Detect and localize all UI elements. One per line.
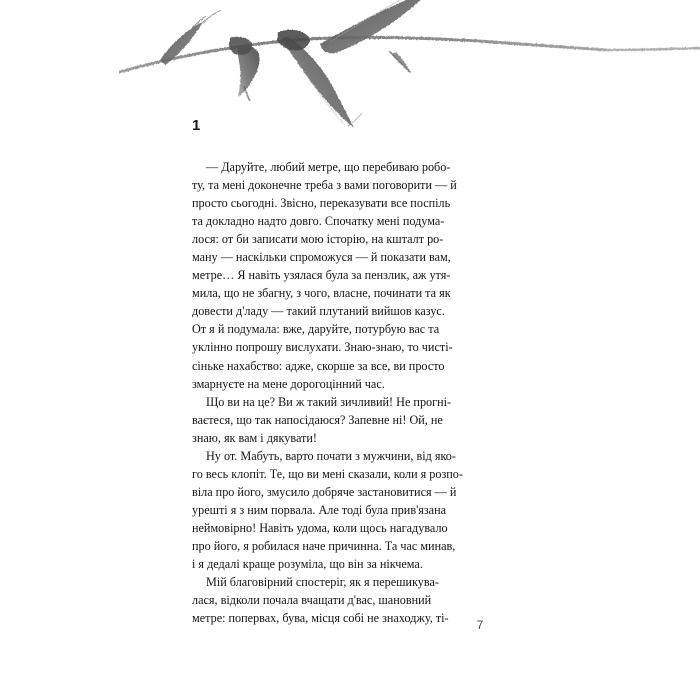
text-line: мила, що не збагну, з чого, власне, починати та як bbox=[192, 286, 451, 301]
text-line: От я й подумала: вже, даруйте, потурбую вас та bbox=[192, 322, 440, 337]
text-line: довести д'ладу — такий плутаний вийшов казус. bbox=[192, 304, 445, 319]
text-line: віла про його, змусило добряче застановитися — й bbox=[192, 484, 457, 499]
text-line: метре: попервах, бува, місця собі не знаходжу, ті- bbox=[192, 611, 449, 626]
text-line: просто сьогодні. Звісно, переказувати все поспіль bbox=[192, 196, 451, 211]
bamboo-branch-illustration bbox=[0, 0, 700, 130]
chapter-number: 1 bbox=[192, 117, 201, 134]
text-line: знаю, як вам і дякувати! bbox=[192, 430, 317, 445]
text-line: лася, відколи почала вчащати д'вас, шановний bbox=[192, 593, 432, 608]
text-line: го весь клопіт. Те, що ви мені сказали, коли я розпо- bbox=[192, 466, 463, 481]
page-folio bbox=[0, 618, 700, 632]
text-line: метре… Я навіть узялася була за пензлик, аж утя- bbox=[192, 268, 451, 283]
page-number: 7 bbox=[476, 618, 484, 632]
text-line: ману — наскільки спроможуся — й показати вам, bbox=[192, 250, 451, 265]
text-line: змарнуєте на мене дорогоцінний час. bbox=[192, 376, 385, 391]
text-line: неймовірно! Навіть удома, коли щось нагадувало bbox=[192, 520, 448, 535]
text-line: ваєтеся, що так напосідаюся? Запевне ні! Ой, не bbox=[192, 412, 443, 427]
text-line: лося: от би записати мою історію, на кшталт ро- bbox=[192, 232, 444, 247]
text-line: Що ви на це? Ви ж такий зичливий! Не прогні- bbox=[206, 394, 452, 409]
text-line: ту, та мені доконечне треба з вами поговорити — й bbox=[192, 178, 457, 193]
paragraph-1 bbox=[192, 158, 488, 393]
text-line: та докладно надто довго. Спочатку мені подума- bbox=[192, 214, 445, 229]
text-line: сіньке нахабство: адже, скорше за все, ви просто bbox=[192, 358, 445, 373]
text-line: про його, я робилася наче причинна. Та час минав, bbox=[192, 538, 456, 553]
text-line: уклінно попрошу вислухати. Знаю-знаю, то чисті- bbox=[192, 340, 453, 355]
text-line: Мій благовірний спостеріг, як я перешикува- bbox=[206, 575, 439, 590]
text-line: урешті я з ним порвала. Але тоді була прив'язана bbox=[192, 502, 447, 517]
paragraph-2 bbox=[192, 393, 488, 447]
text-line: Ну от. Мабуть, варто почати з мужчини, від яко- bbox=[206, 448, 456, 463]
text-line: і я дедалі краще розуміла, що він за нікчема. bbox=[192, 557, 423, 572]
body-text-block bbox=[192, 158, 488, 627]
paragraph-3 bbox=[192, 447, 488, 573]
text-line: — Даруйте, любий метре, що перебиваю робо- bbox=[206, 160, 451, 174]
